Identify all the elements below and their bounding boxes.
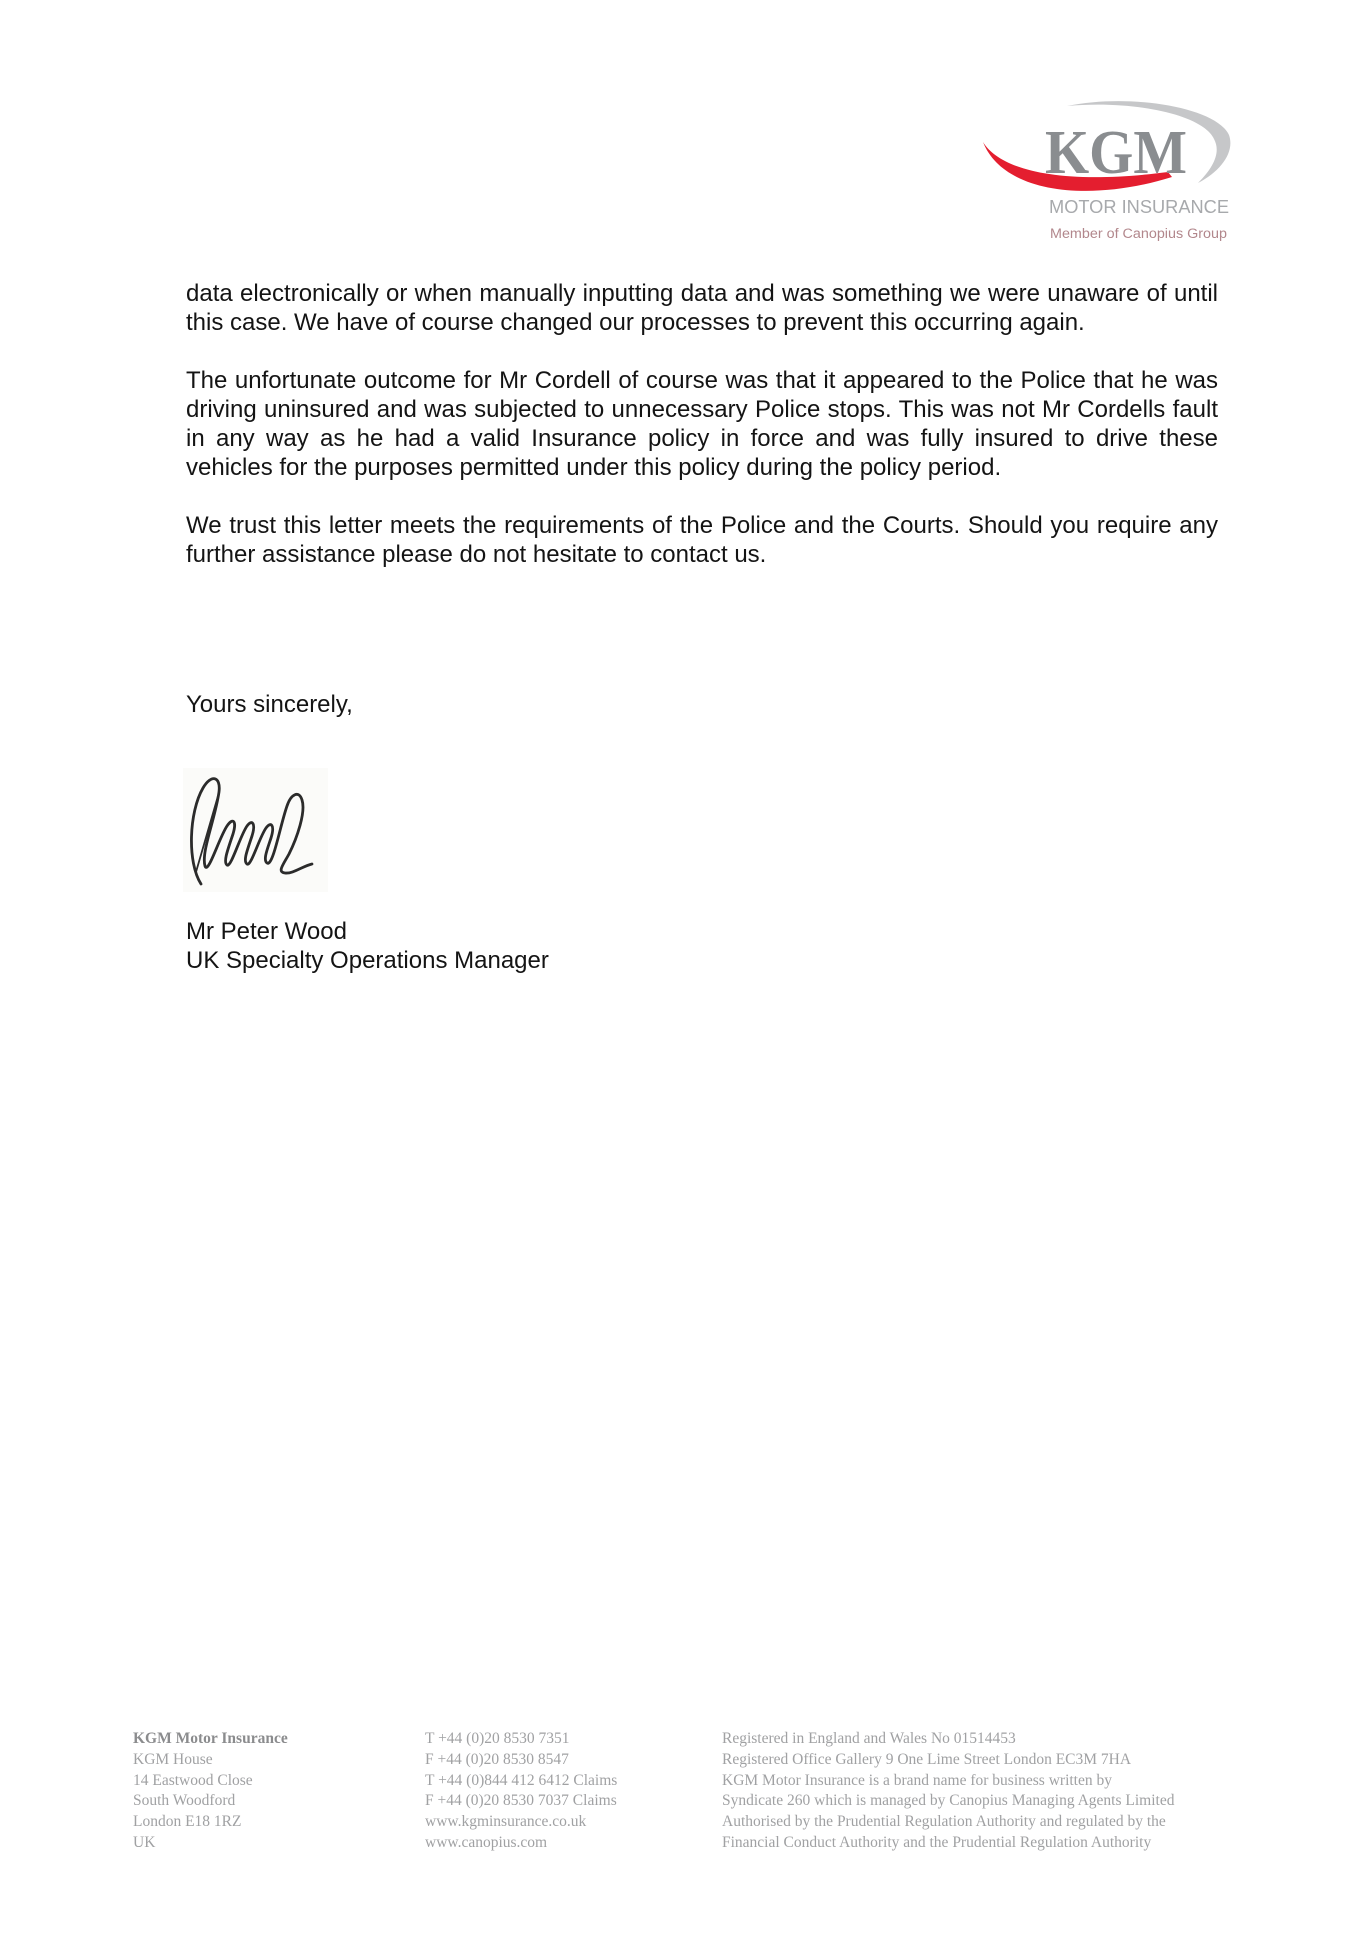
footer-legal-line: Registered in England and Wales No 01514453 [722,1730,1016,1747]
footer-legal-column [722,1729,1174,1854]
footer-address [133,1750,288,1854]
kgm-logo [980,96,1236,246]
letter-paragraph: The unfortunate outcome for Mr Cordell of course was that it appeared to the Police that he was driving uninsured and was subjected to unnecessary Police stops. This was not Mr Cordells fault in any way as he had a valid Insurance policy in force and was fully insured to drive these vehicles for the purposes permitted under this policy during the policy period. [186,367,1218,481]
letter-paragraph: data electronically or when manually inputting data and was something we were unaware of until this case. We have of course changed our processes to prevent this occurring again. [186,280,1218,336]
footer-legal-line: Financial Conduct Authority and the Prudential Regulation Authority [722,1833,1152,1851]
footer-contact-column [425,1729,617,1854]
footer-contact-line: T +44 (0)844 412 6412 Claims [425,1771,618,1789]
footer-address-line: London E18 1RZ [133,1813,242,1831]
logo-brand-text: KGM [1045,119,1187,187]
logo-tagline-text: Member of Canopius Group [1050,226,1227,241]
letter-body [186,279,1218,598]
footer-legal-line: KGM Motor Insurance is a brand name for business written by [722,1771,1112,1789]
footer-contact-line: T +44 (0)20 8530 7351 [425,1730,570,1747]
footer-company-name: KGM Motor Insurance [133,1730,288,1747]
footer-legal-line: Authorised by the Prudential Regulation Authority and regulated by the [722,1813,1166,1831]
signature [183,768,328,892]
footer-address-line: 14 Eastwood Close [133,1771,253,1789]
letter-paragraph: We trust this letter meets the requirements of the Police and the Courts. Should you require any further assistance please do not hesitate to contact us. [186,512,1218,568]
letter-closing: Yours sincerely, [186,691,353,718]
footer-company-column [133,1729,288,1854]
footer-contact-line: www.canopius.com [425,1833,548,1851]
footer-contact-line: www.kgminsurance.co.uk [425,1813,587,1831]
logo-subtitle-text: MOTOR INSURANCE [1049,196,1229,217]
signatory-name: Mr Peter Wood [186,918,347,945]
signatory-block [186,917,549,975]
footer-address-line: KGM House [133,1750,213,1768]
footer-legal-line: Registered Office Gallery 9 One Lime Street London EC3M 7HA [722,1750,1132,1768]
footer-contact-line: F +44 (0)20 8530 8547 [425,1750,569,1768]
footer-contact-line: F +44 (0)20 8530 7037 Claims [425,1792,617,1810]
footer-address-line: UK [133,1833,156,1851]
footer-legal-line: Syndicate 260 which is managed by Canopius Managing Agents Limited [722,1792,1175,1810]
footer-address-line: South Woodford [133,1792,236,1810]
signature-scribble [183,768,328,892]
signatory-title: UK Specialty Operations Manager [186,947,549,974]
